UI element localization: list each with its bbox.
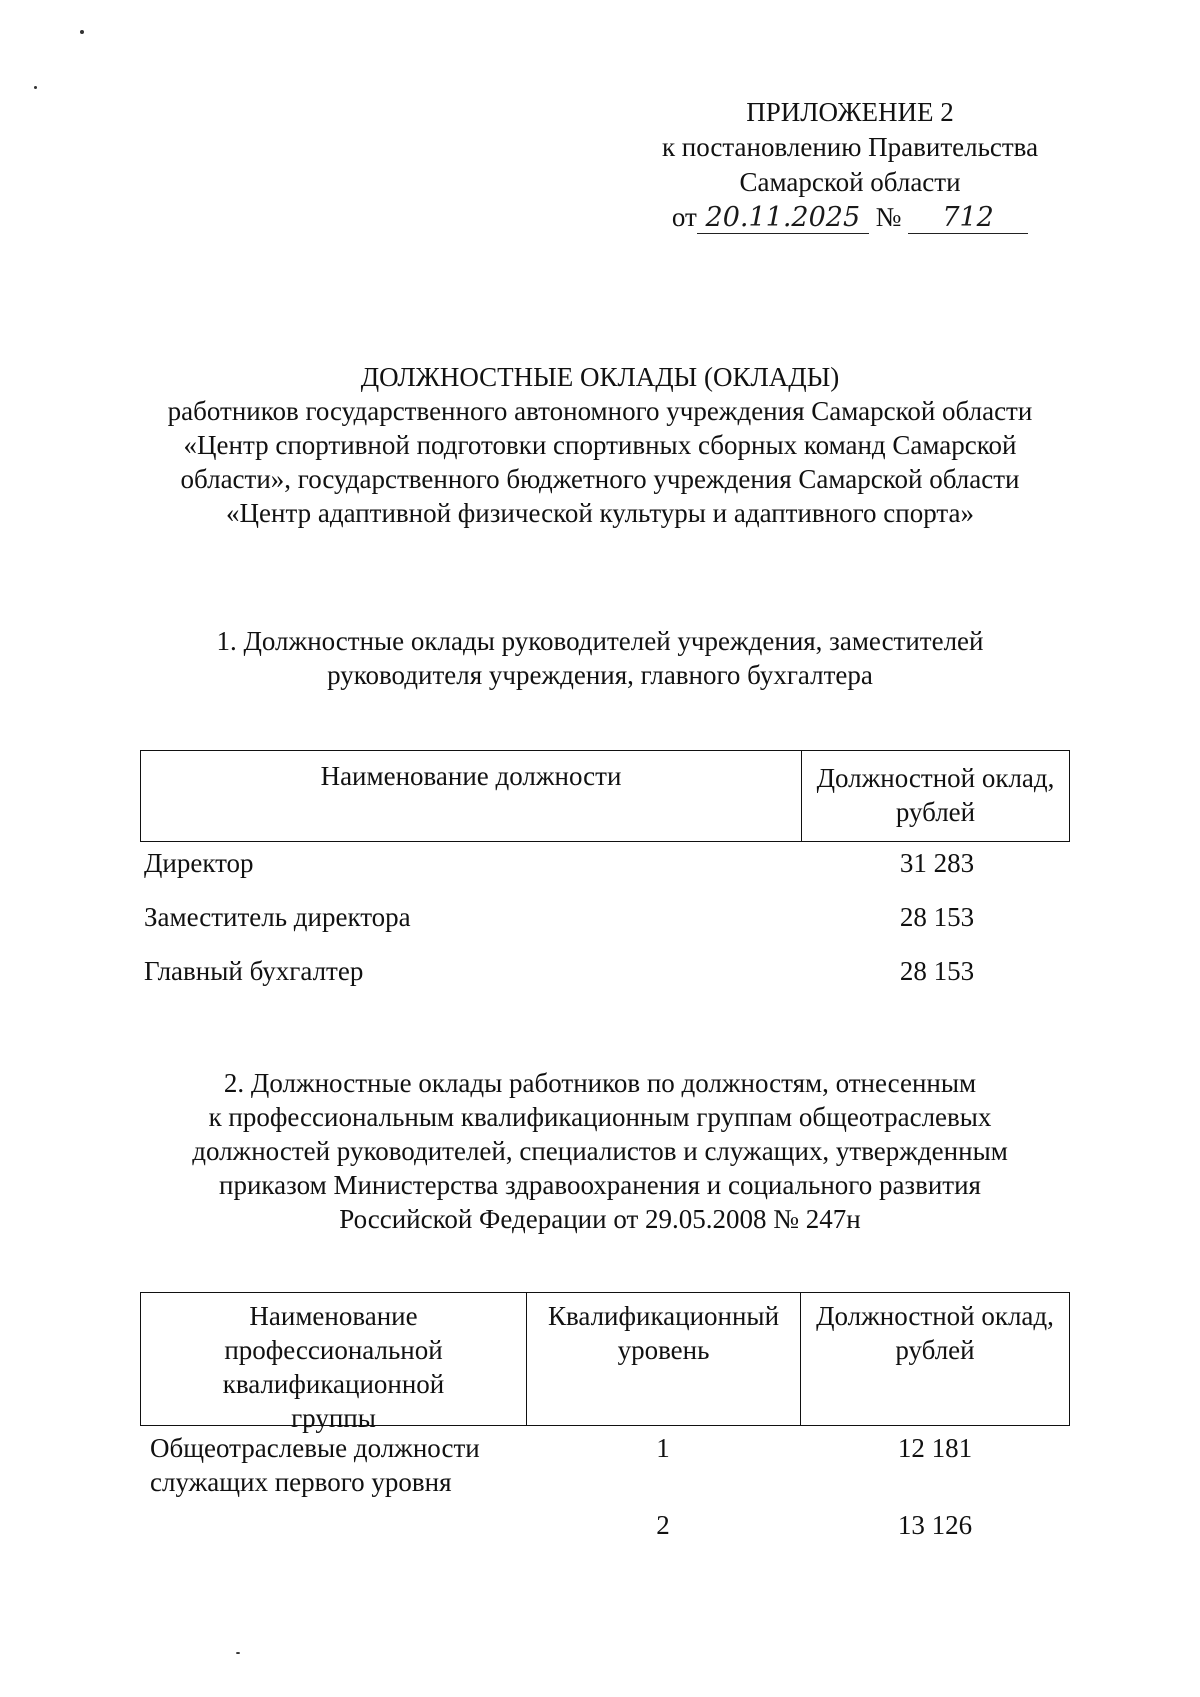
appendix-date-number-line <box>672 200 1028 235</box>
table-2-col-group <box>141 1293 527 1433</box>
appendix-header <box>620 95 1080 235</box>
title-line-2: «Центр спортивной подготовки спортивных сборных команд Самарской <box>183 430 1017 460</box>
section-2-heading-line-5: Российской Федерации от 29.05.2008 № 247н <box>339 1204 861 1234</box>
handwritten-date: 20.11.2025 <box>697 203 869 234</box>
table-row <box>140 902 1070 942</box>
row-group <box>140 1431 526 1499</box>
title-heading: ДОЛЖНОСТНЫЕ ОКЛАДЫ (ОКЛАДЫ) <box>360 362 840 392</box>
section-2-heading-line-2: к профессиональным квалификационным группам общеотраслевых <box>208 1102 992 1132</box>
table-2-col-level-line-1: Квалификационный <box>547 1301 780 1331</box>
table-1-col-salary-line-2: рублей <box>895 797 976 827</box>
table-2-col-level-line-2: уровень <box>617 1335 710 1365</box>
section-2-heading-line-1: 2. Должностные оклады работников по должностям, отнесенным <box>223 1068 977 1098</box>
handwritten-number: 712 <box>908 203 1028 234</box>
scan-speck <box>236 1652 240 1654</box>
title-line-4: «Центр адаптивной физической культуры и адаптивного спорта» <box>226 498 974 528</box>
table-row <box>140 1508 1070 1542</box>
title-line-1: работников государственного автономного учреждения Самарской области <box>167 396 1033 426</box>
table-row <box>140 1431 1070 1499</box>
row-position: Заместитель директора <box>144 902 411 932</box>
row-position: Главный бухгалтер <box>144 956 364 986</box>
section-1-heading <box>120 624 1080 692</box>
table-2-col-salary <box>801 1293 1069 1425</box>
table-2-col-group-line-4: группы <box>291 1403 376 1433</box>
section-1-heading-line-1: 1. Должностные оклады руководителей учреждения, заместителей <box>216 626 984 656</box>
document-title <box>120 360 1080 530</box>
row-salary: 13 126 <box>897 1510 973 1540</box>
table-1-col-position: Наименование должности <box>141 751 802 841</box>
row-level: 1 <box>656 1433 670 1463</box>
table-1-col-salary-line-1: Должностной оклад, <box>816 763 1055 793</box>
table-1-header <box>140 750 1070 842</box>
row-salary: 12 181 <box>897 1433 973 1463</box>
section-2-heading-line-4: приказом Министерства здравоохранения и социального развития <box>219 1170 981 1200</box>
table-2-col-salary-line-2: рублей <box>895 1335 975 1365</box>
table-2-col-group-line-1: Наименование <box>249 1301 418 1331</box>
scan-speck <box>34 86 37 89</box>
table-2-header <box>140 1292 1070 1433</box>
number-prefix: № <box>875 202 902 232</box>
row-level: 2 <box>656 1510 670 1540</box>
appendix-title: ПРИЛОЖЕНИЕ 2 <box>746 97 954 127</box>
title-line-3: области», государственного бюджетного учреждения Самарской области <box>180 464 1020 494</box>
row-salary: 28 153 <box>899 902 975 932</box>
scan-speck <box>80 30 84 34</box>
table-2-col-group-line-2: профессиональной <box>224 1335 443 1365</box>
section-2-heading <box>120 1066 1080 1236</box>
row-group-line-2: служащих первого уровня <box>150 1467 452 1497</box>
row-position: Директор <box>144 848 254 878</box>
row-group-line-1: Общеотраслевые должности <box>150 1433 480 1463</box>
appendix-line-1: к постановлению Правительства <box>661 132 1039 162</box>
row-group <box>140 1508 526 1542</box>
date-prefix: от <box>671 202 697 232</box>
table-1-col-salary <box>802 751 1069 841</box>
table-2-col-level <box>527 1293 801 1425</box>
appendix-line-2: Самарской области <box>739 167 961 197</box>
table-row <box>140 956 1070 996</box>
section-2-heading-line-3: должностей руководителей, специалистов и служащих, утвержденным <box>192 1136 1008 1166</box>
table-2-col-group-line-3: квалификационной <box>222 1369 445 1399</box>
row-salary: 28 153 <box>899 956 975 986</box>
section-1-heading-line-2: руководителя учреждения, главного бухгалтера <box>327 660 873 690</box>
table-row <box>140 848 1070 888</box>
table-2-col-salary-line-1: Должностной оклад, <box>816 1301 1054 1331</box>
row-salary: 31 283 <box>899 848 975 878</box>
